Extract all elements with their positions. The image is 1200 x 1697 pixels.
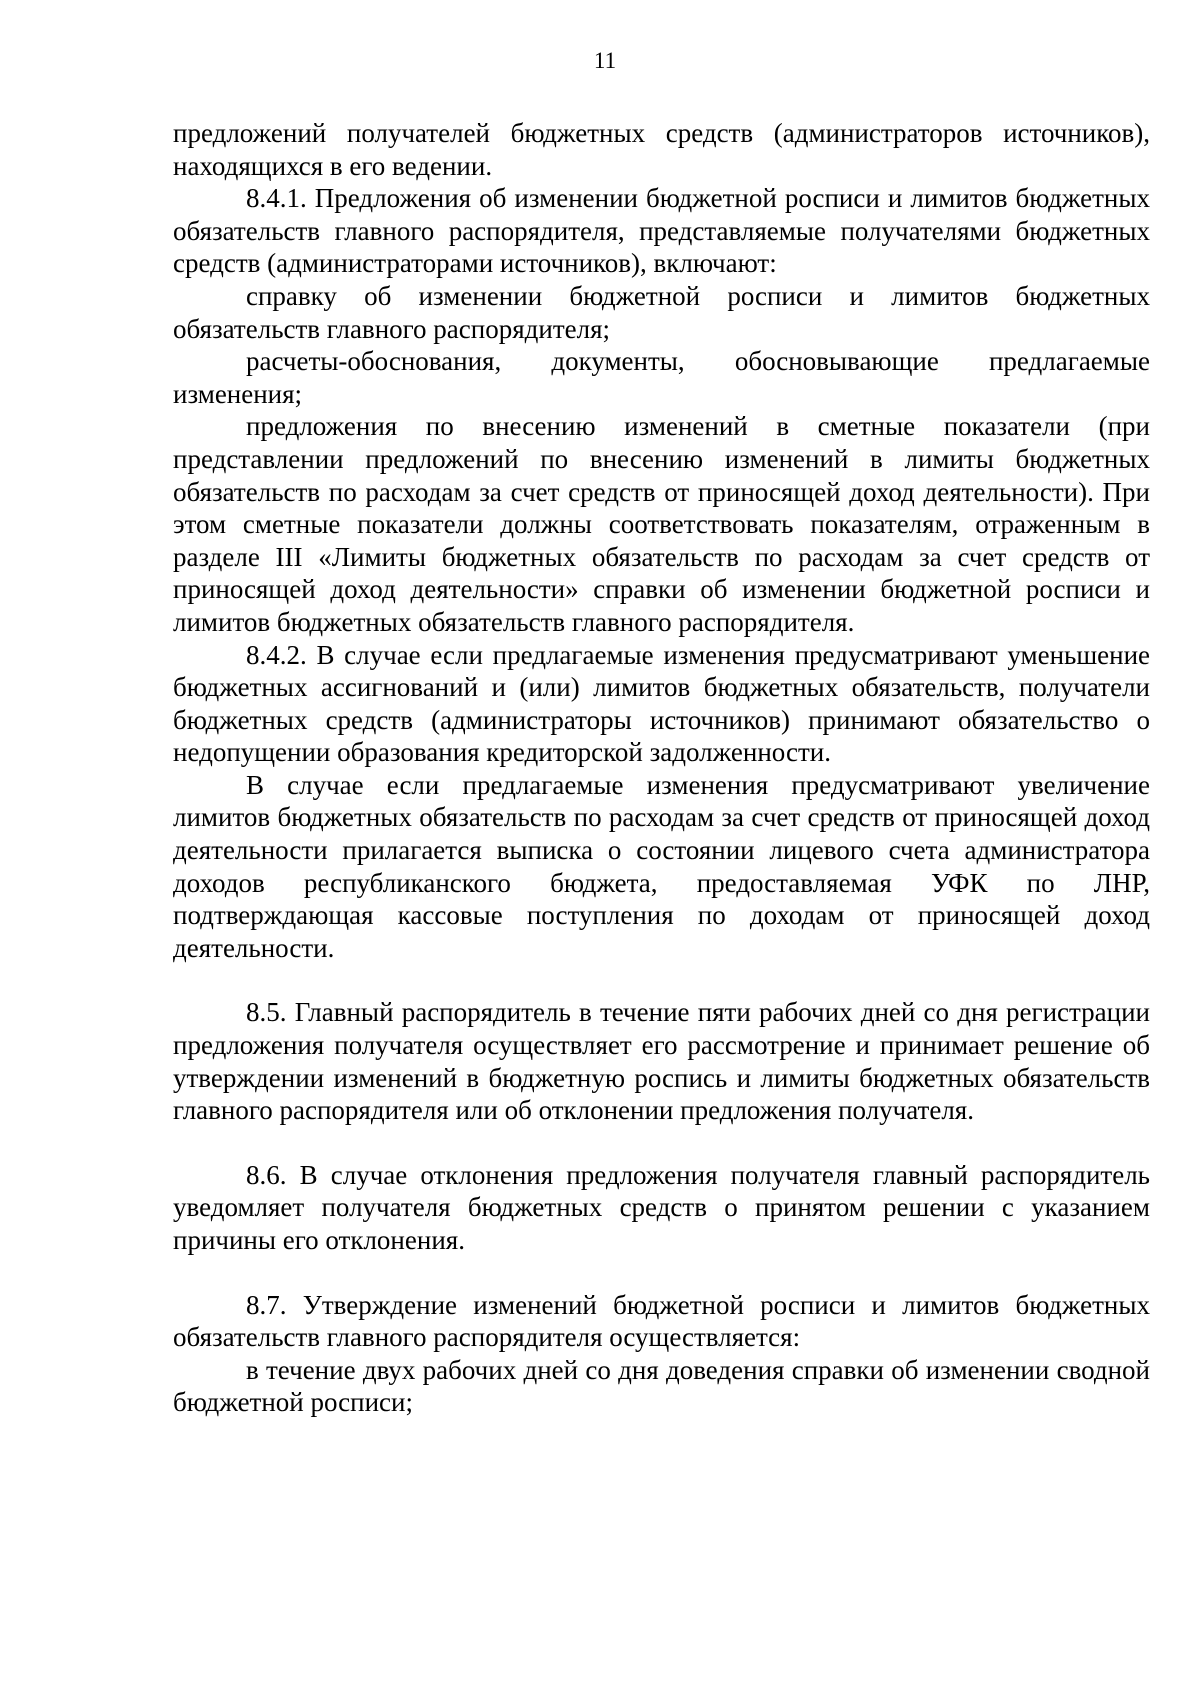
paragraph-8-7: 8.7. Утверждение изменений бюджетной росписи и лимитов бюджетных обязательств главного распорядителя осуществляется:	[173, 1289, 1150, 1353]
paragraph-8-4-1: 8.4.1. Предложения об изменении бюджетной росписи и лимитов бюджетных обязательств главного распорядителя, представляемые получателями бюджетных средств (администраторами источников), включают:	[173, 183, 1150, 279]
paragraph-list-item-proposals: предложения по внесению изменений в сметные показатели (при представлении предложений по внесению изменений в лимиты бюджетных обязательств по расходам за счет средств от приносящей доход деятельности). При этом сметные показатели должны соответствовать показателям, отраженным в разделе III «Лимиты бюджетных обязательств по расходам за счет средств от приносящей доход деятельности» справки об изменении бюджетной росписи и лимитов бюджетных обязательств главного распорядителя.	[173, 411, 1150, 637]
paragraph-8-6: 8.6. В случае отклонения предложения получателя главный распорядитель уведомляет получателя бюджетных средств о принятом решении с указанием причины его отклонения.	[173, 1159, 1150, 1255]
paragraph-list-item-reference: справку об изменении бюджетной росписи и лимитов бюджетных обязательств главного распорядителя;	[173, 280, 1150, 344]
paragraph-8-7-item: в течение двух рабочих дней со дня доведения справки об изменении сводной бюджетной росписи;	[173, 1354, 1150, 1418]
paragraph-continuation: предложений получателей бюджетных средств (администраторов источников), находящихся в его ведении.	[173, 118, 1150, 181]
paragraph-increase-limits: В случае если предлагаемые изменения предусматривают увеличение лимитов бюджетных обязательств по расходам за счет средств от приносящей доход деятельности прилагается выписка о состоянии лицевого счета администратора доходов республиканского бюджета, предоставляемая УФК по ЛНР, подтверждающая кассовые поступления по доходам от приносящей доход деятельности.	[173, 769, 1150, 963]
paragraph-8-4-2: 8.4.2. В случае если предлагаемые изменения предусматривают уменьшение бюджетных ассигнований и (или) лимитов бюджетных обязательств, получатели бюджетных средств (администраторы источников) принимают обязательство о недопущении образования кредиторской задолженности.	[173, 639, 1150, 768]
paragraph-list-item-calculations: расчеты-обоснования, документы, обосновывающие предлагаемые изменения;	[173, 346, 1150, 409]
document-body	[173, 117, 1150, 1419]
page-number: 11	[593, 48, 617, 73]
paragraph-8-5: 8.5. Главный распорядитель в течение пяти рабочих дней со дня регистрации предложения получателя осуществляет его рассмотрение и принимает решение об утверждении изменений в бюджетную роспись и лимиты бюджетных обязательств главного распорядителя или об отклонении предложения получателя.	[173, 997, 1150, 1126]
